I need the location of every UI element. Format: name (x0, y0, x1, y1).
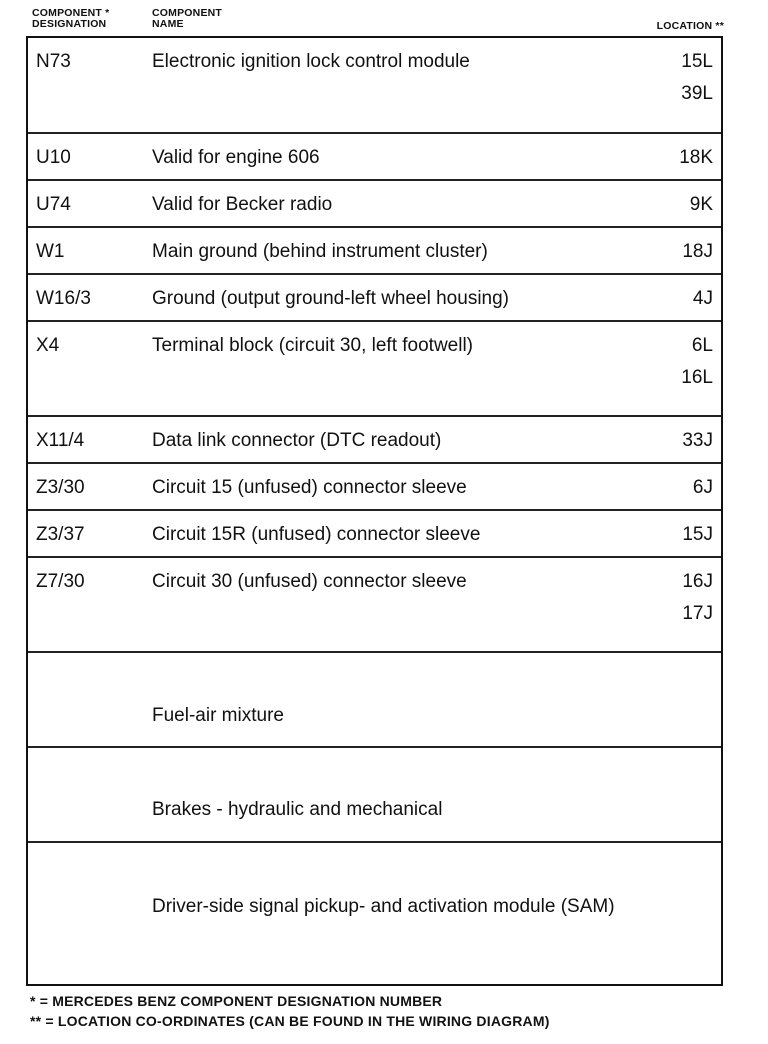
header-designation-line1: COMPONENT * (32, 7, 110, 19)
row-name: Ground (output ground-left wheel housing) (152, 288, 510, 309)
table-row (28, 134, 721, 181)
row-name: Valid for engine 606 (152, 147, 320, 168)
row-designation: Z7/30 (36, 571, 85, 592)
row-designation: W16/3 (36, 288, 91, 309)
location-value: 18J (682, 241, 713, 262)
row-designation: U10 (36, 147, 71, 168)
row-designation: N73 (36, 51, 71, 72)
footnote-designation: * = MERCEDES BENZ COMPONENT DESIGNATION NUMBER (30, 993, 443, 1009)
row-location (682, 425, 713, 457)
row-name: Electronic ignition lock control module (152, 51, 470, 72)
location-value: 9K (689, 194, 713, 215)
row-location (681, 46, 713, 110)
row-location (682, 236, 713, 268)
table-row (28, 275, 721, 322)
table-row (28, 322, 721, 417)
section-fuel-air-mixture (28, 653, 721, 748)
row-location (693, 472, 713, 504)
row-name: Terminal block (circuit 30, left footwell) (152, 335, 473, 356)
table-row (28, 181, 721, 228)
location-value: 33J (682, 430, 713, 451)
section-brakes (28, 748, 721, 843)
row-location (679, 142, 713, 174)
section-title: Fuel-air mixture (152, 705, 284, 726)
table-row (28, 417, 721, 464)
table-row (28, 38, 721, 134)
header-designation-line2: DESIGNATION (32, 18, 107, 30)
row-designation: Z3/30 (36, 477, 85, 498)
section-title: Driver-side signal pickup- and activation module (SAM) (152, 896, 615, 917)
location-value: 6J (692, 477, 713, 498)
row-name: Data link connector (DTC readout) (152, 430, 442, 451)
row-designation: W1 (36, 241, 65, 262)
location-value: 4J (692, 288, 713, 309)
header-name-line1: COMPONENT (152, 7, 223, 19)
location-value: 15L (681, 51, 713, 72)
header-name (152, 8, 222, 30)
row-name: Circuit 15 (unfused) connector sleeve (152, 477, 467, 498)
row-location (682, 519, 713, 551)
row-designation: U74 (36, 194, 71, 215)
row-name: Circuit 15R (unfused) connector sleeve (152, 524, 481, 545)
section-sam (28, 843, 721, 984)
row-designation: Z3/37 (36, 524, 85, 545)
table-row (28, 228, 721, 275)
header-name-line2: NAME (152, 18, 184, 30)
component-table (26, 36, 723, 986)
row-name: Circuit 30 (unfused) connector sleeve (152, 571, 467, 592)
section-title: Brakes - hydraulic and mechanical (152, 799, 443, 820)
location-value: 18K (679, 147, 713, 168)
location-value: 39L (681, 83, 713, 104)
location-value: 6L (691, 335, 713, 356)
location-value: 15J (682, 524, 713, 545)
table-row (28, 464, 721, 511)
row-designation: X4 (36, 335, 60, 356)
location-value: 16L (681, 367, 713, 388)
header-designation (32, 8, 109, 30)
row-designation: X11/4 (36, 430, 85, 451)
row-location (690, 189, 713, 221)
table-row (28, 511, 721, 558)
table-row (28, 558, 721, 653)
location-value: 16J (682, 571, 713, 592)
header-location: LOCATION ** (656, 20, 724, 32)
row-location (681, 330, 713, 394)
row-location (693, 283, 713, 315)
row-name: Main ground (behind instrument cluster) (152, 241, 488, 262)
row-location (682, 566, 713, 630)
location-value: 17J (682, 603, 713, 624)
row-name: Valid for Becker radio (152, 194, 333, 215)
footnote-location: ** = LOCATION CO-ORDINATES (CAN BE FOUND IN THE WIRING DIAGRAM) (30, 1013, 550, 1029)
